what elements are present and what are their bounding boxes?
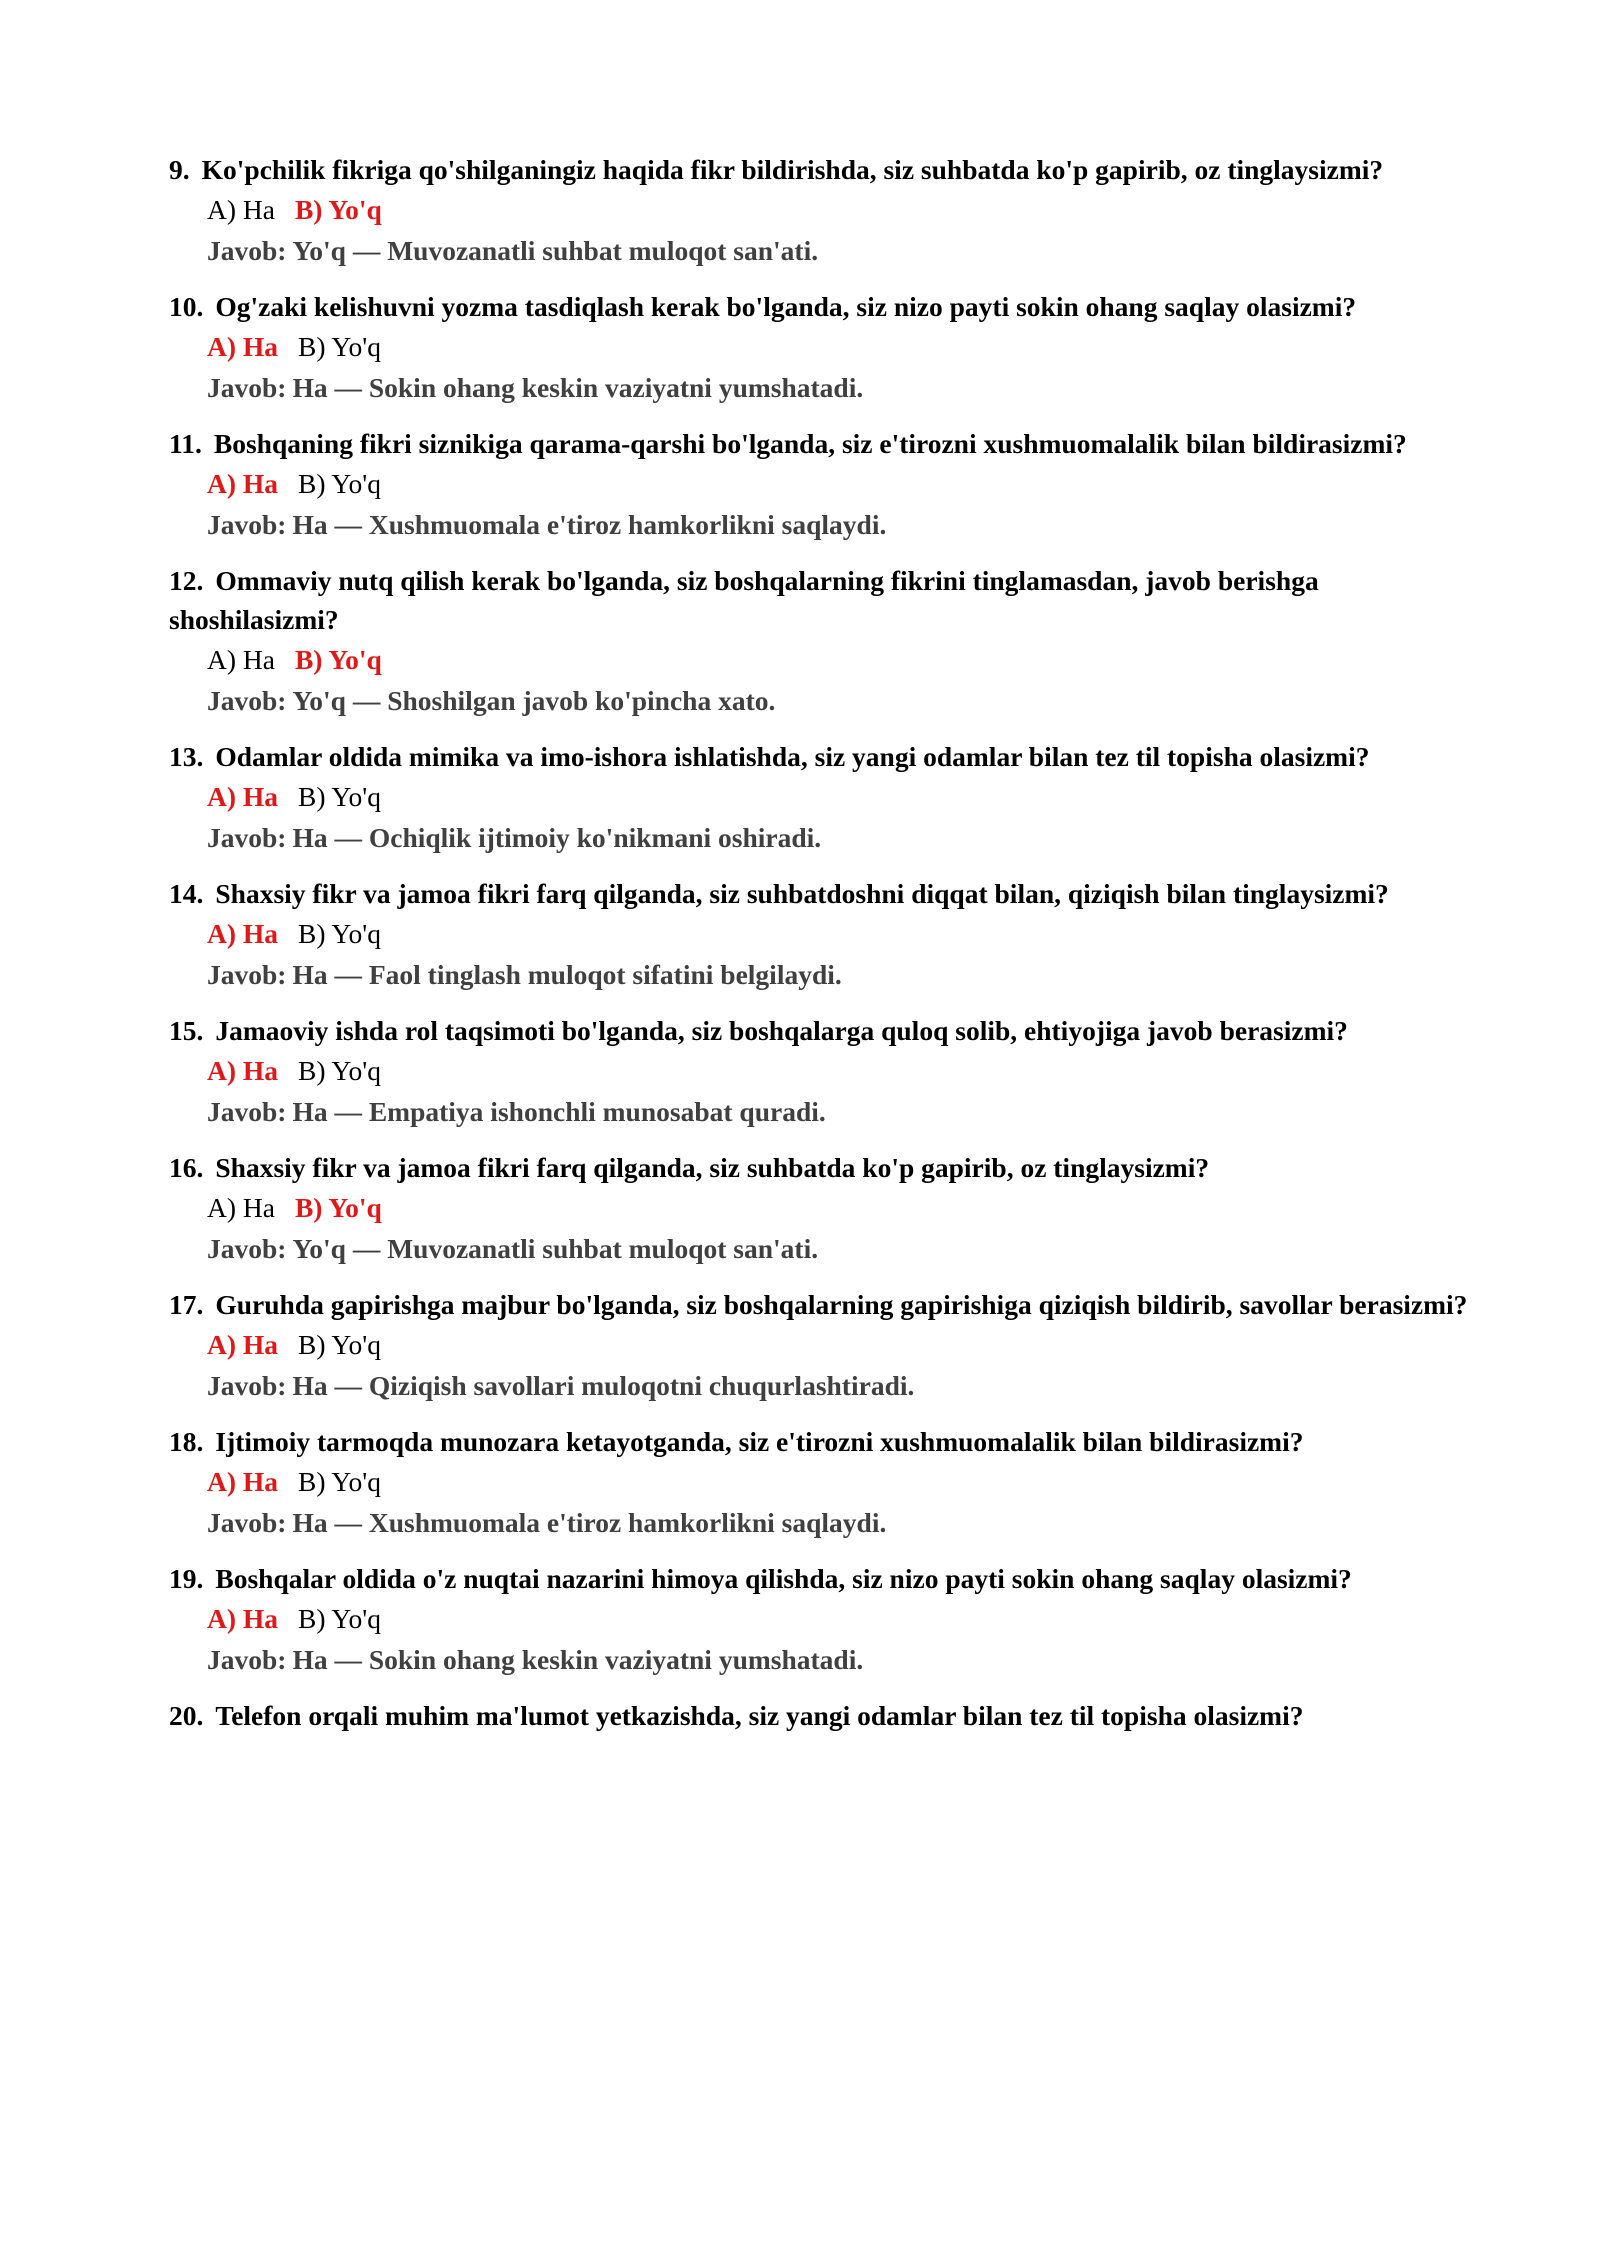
question-block (169, 1696, 1469, 1735)
question-block (169, 1422, 1469, 1543)
answer-options (207, 326, 1469, 368)
question-number: 12. (169, 565, 204, 596)
answer-text: Ha — Xushmuomala e'tiroz hamkorlikni saqlaydi. (292, 509, 887, 540)
question-number: 17. (169, 1289, 204, 1320)
answer-options (207, 463, 1469, 505)
question-number: 19. (169, 1563, 204, 1594)
answer-options (207, 189, 1469, 231)
answer-text: Yo'q — Shoshilgan javob ko'pincha xato. (292, 685, 776, 716)
question-block (169, 1559, 1469, 1680)
answer-text: Ha — Xushmuomala e'tiroz hamkorlikni saqlaydi. (292, 1507, 887, 1538)
answer-options (207, 639, 1469, 681)
option: B) Yo'q (298, 918, 381, 949)
answer-options (207, 913, 1469, 955)
answer-line (207, 1092, 1469, 1132)
option: A) Ha (207, 644, 275, 675)
question-block (169, 874, 1469, 995)
answer-label: Javob: (207, 685, 287, 716)
answer-line (207, 955, 1469, 995)
answer-text: Ha — Ochiqlik ijtimoiy ko'nikmani oshiradi. (292, 822, 822, 853)
answer-text: Ha — Sokin ohang keskin vaziyatni yumshatadi. (292, 372, 864, 403)
answer-options (207, 776, 1469, 818)
option-correct: A) Ha (207, 781, 279, 812)
option: B) Yo'q (298, 1329, 381, 1360)
answer-options (207, 1050, 1469, 1092)
question-text (169, 1148, 1469, 1187)
answer-label: Javob: (207, 1507, 287, 1538)
answer-label: Javob: (207, 509, 287, 540)
question-body: Shaxsiy fikr va jamoa fikri farq qilganda, siz suhbatdoshni diqqat bilan, qiziqish bilan tinglaysizmi? (215, 878, 1389, 909)
question-block (169, 1285, 1469, 1406)
option: B) Yo'q (298, 1055, 381, 1086)
question-block (169, 150, 1469, 271)
answer-options (207, 1461, 1469, 1503)
option-correct: B) Yo'q (294, 644, 382, 675)
answer-text: Yo'q — Muvozanatli suhbat muloqot san'ati. (292, 235, 819, 266)
question-number: 11. (169, 428, 202, 459)
answer-line (207, 681, 1469, 721)
answer-label: Javob: (207, 1644, 287, 1675)
question-number: 14. (169, 878, 204, 909)
question-text (169, 1422, 1469, 1461)
answer-label: Javob: (207, 822, 287, 853)
question-body: Ko'pchilik fikriga qo'shilganingiz haqida fikr bildirishda, siz suhbatda ko'p gapirib, oz tinglaysizmi? (201, 154, 1384, 185)
option-correct: A) Ha (207, 331, 279, 362)
question-block (169, 287, 1469, 408)
question-text (169, 561, 1469, 639)
option: B) Yo'q (298, 468, 381, 499)
answer-line (207, 1366, 1469, 1406)
question-text (169, 1285, 1469, 1324)
answer-options (207, 1187, 1469, 1229)
answer-line (207, 1229, 1469, 1269)
question-body: Guruhda gapirishga majbur bo'lganda, siz boshqalarning gapirishiga qiziqish bildirib, savollar berasizmi? (215, 1289, 1468, 1320)
question-text (169, 150, 1469, 189)
answer-label: Javob: (207, 1233, 287, 1264)
answer-line (207, 1640, 1469, 1680)
question-body: Boshqalar oldida o'z nuqtai nazarini himoya qilishda, siz nizo payti sokin ohang saqlay olasizmi? (215, 1563, 1352, 1594)
answer-line (207, 1503, 1469, 1543)
answer-text: Ha — Empatiya ishonchli munosabat quradi. (292, 1096, 826, 1127)
question-block (169, 561, 1469, 721)
question-text (169, 424, 1469, 463)
option-correct: B) Yo'q (294, 194, 382, 225)
document-page (169, 150, 1469, 1751)
answer-options (207, 1324, 1469, 1366)
question-block (169, 1148, 1469, 1269)
question-body: Boshqaning fikri siznikiga qarama-qarshi bo'lganda, siz e'tirozni xushmuomalalik bilan bildirasizmi? (213, 428, 1407, 459)
question-body: Ommaviy nutq qilish kerak bo'lganda, siz boshqalarning fikrini tinglamasdan, javob berishga shoshilasizmi? (169, 565, 1319, 635)
answer-line (207, 505, 1469, 545)
option-correct: A) Ha (207, 1603, 279, 1634)
answer-label: Javob: (207, 959, 287, 990)
option: A) Ha (207, 1192, 275, 1223)
option-correct: B) Yo'q (294, 1192, 382, 1223)
answer-line (207, 368, 1469, 408)
question-body: Odamlar oldida mimika va imo-ishora ishlatishda, siz yangi odamlar bilan tez til topisha olasizmi? (215, 741, 1370, 772)
option-correct: A) Ha (207, 1466, 279, 1497)
option: B) Yo'q (298, 781, 381, 812)
answer-text: Ha — Faol tinglash muloqot sifatini belgilaydi. (292, 959, 842, 990)
question-text (169, 287, 1469, 326)
answer-text: Ha — Qiziqish savollari muloqotni chuqurlashtiradi. (292, 1370, 915, 1401)
question-number: 15. (169, 1015, 204, 1046)
option-correct: A) Ha (207, 1055, 279, 1086)
question-block (169, 424, 1469, 545)
answer-line (207, 231, 1469, 271)
answer-label: Javob: (207, 1096, 287, 1127)
option: A) Ha (207, 194, 275, 225)
option-correct: A) Ha (207, 468, 279, 499)
answer-label: Javob: (207, 372, 287, 403)
question-number: 20. (169, 1700, 204, 1731)
option: B) Yo'q (298, 1603, 381, 1634)
question-body: Shaxsiy fikr va jamoa fikri farq qilganda, siz suhbatda ko'p gapirib, oz tinglaysizmi? (215, 1152, 1210, 1183)
question-text (169, 737, 1469, 776)
answer-line (207, 818, 1469, 858)
question-text (169, 874, 1469, 913)
answer-text: Ha — Sokin ohang keskin vaziyatni yumshatadi. (292, 1644, 864, 1675)
question-number: 13. (169, 741, 204, 772)
question-body: Og'zaki kelishuvni yozma tasdiqlash kerak bo'lganda, siz nizo payti sokin ohang saqlay olasizmi? (215, 291, 1357, 322)
answer-label: Javob: (207, 235, 287, 266)
question-number: 10. (169, 291, 204, 322)
question-text (169, 1011, 1469, 1050)
question-body: Telefon orqali muhim ma'lumot yetkazishda, siz yangi odamlar bilan tez til topisha olasizmi? (215, 1700, 1304, 1731)
question-number: 9. (169, 154, 190, 185)
answer-options (207, 1598, 1469, 1640)
question-text (169, 1559, 1469, 1598)
answer-label: Javob: (207, 1370, 287, 1401)
option-correct: A) Ha (207, 918, 279, 949)
option: B) Yo'q (298, 1466, 381, 1497)
question-text (169, 1696, 1469, 1735)
option: B) Yo'q (298, 331, 381, 362)
question-number: 18. (169, 1426, 204, 1457)
question-body: Jamaoviy ishda rol taqsimoti bo'lganda, siz boshqalarga quloq solib, ehtiyojiga javob berasizmi? (215, 1015, 1348, 1046)
question-number: 16. (169, 1152, 204, 1183)
question-block (169, 737, 1469, 858)
question-body: Ijtimoiy tarmoqda munozara ketayotganda, siz e'tirozni xushmuomalalik bilan bildirasizmi? (215, 1426, 1304, 1457)
option-correct: A) Ha (207, 1329, 279, 1360)
question-block (169, 1011, 1469, 1132)
answer-text: Yo'q — Muvozanatli suhbat muloqot san'ati. (292, 1233, 819, 1264)
